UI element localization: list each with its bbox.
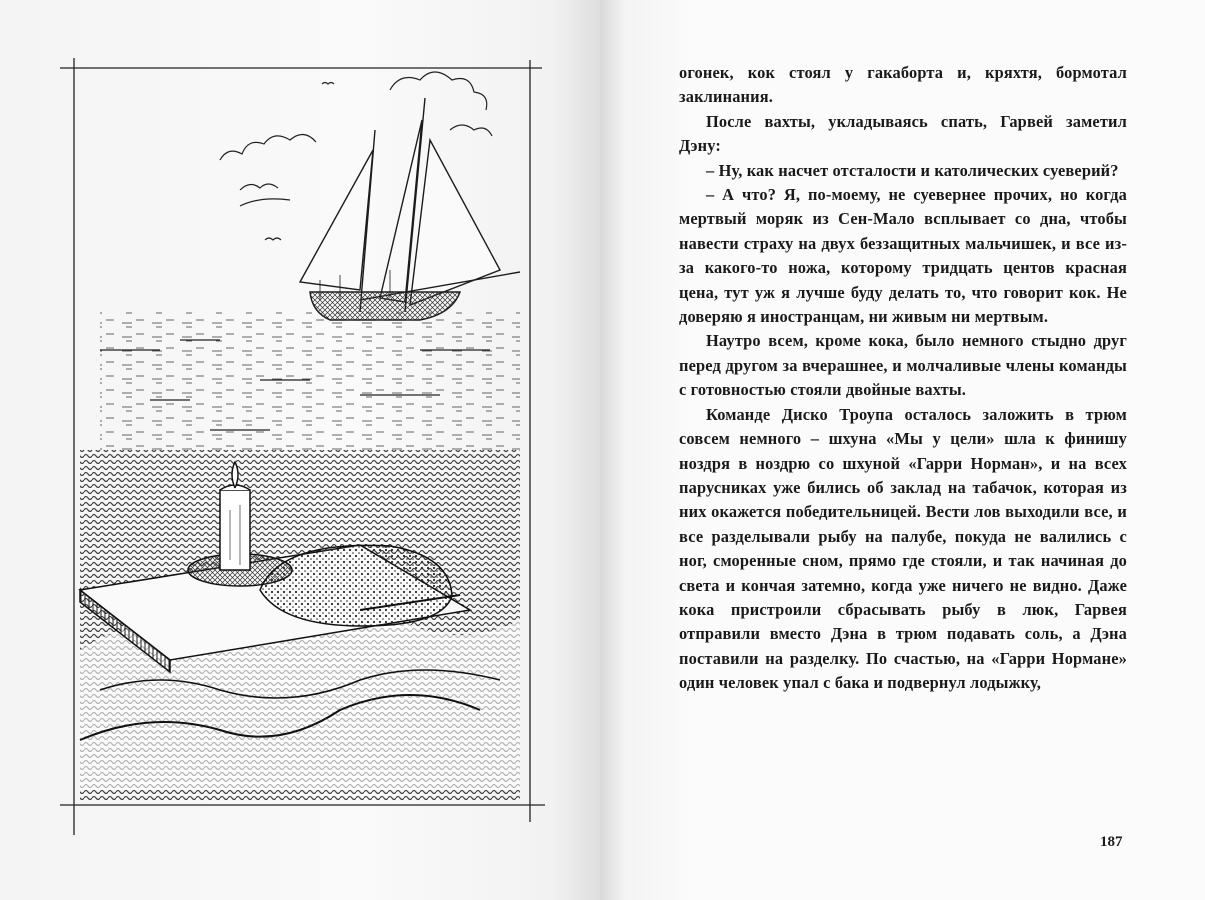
left-page	[0, 0, 600, 900]
body-text	[679, 61, 1127, 696]
paragraph: После вахты, укладываясь спать, Гарвей заметил Дэну:	[679, 111, 1127, 156]
paragraph: огонек, кок стоял у гакаборта и, кряхтя, бормотал заклинания.	[679, 63, 1127, 107]
ink-illustration	[60, 50, 550, 840]
paragraph: Наутро всем, кроме кока, было немного стыдно друг перед другом за вчерашнее, и молчаливые члены команды с готовностью стояли двойные вахты.	[679, 331, 1127, 400]
schooner-ship	[300, 98, 520, 320]
paragraph: – Ну, как насчет отсталости и католических суеверий?	[706, 160, 1119, 180]
page-number: 187	[1100, 834, 1123, 850]
paragraph: Команде Диско Троупа осталось заложить в трюм совсем немного – шхуна «Мы у цели» шла к финишу ноздря в ноздрю со шхуной «Гарри Норман», и на всех парусниках уже бились об заклад на табачок, которая из них окажется победительницей. Вести лов выходили все, и все разделывали рыбу на палубе, покуда не валились с ног, сморенные сном, прямо где стояли, и так начиная до света и кончая затемно, когда уже ничего не видно. Даже кока пристроили сбрасывать рыбу в люк, Гарвея отправили вместо Дэна в трюм подавать соль, а Дэна поставили на разделку. По счастью, на «Гарри Нормане» один человек упал с бака и подвернул лодыжку,	[679, 404, 1127, 693]
birds	[265, 83, 334, 241]
paragraph: – А что? Я, по-моему, не суевернее прочих, но когда мертвый моряк из Сен-Мало всплывает со дна, чтобы навести страху на двух беззащитных мальчишек, и все из-за какого-то ножа, которому тридцать центов красная цена, тут уж я лучше буду делать то, что говорит кок. Не доверяю я иностранцам, ни живым ни мертвым.	[679, 185, 1127, 327]
